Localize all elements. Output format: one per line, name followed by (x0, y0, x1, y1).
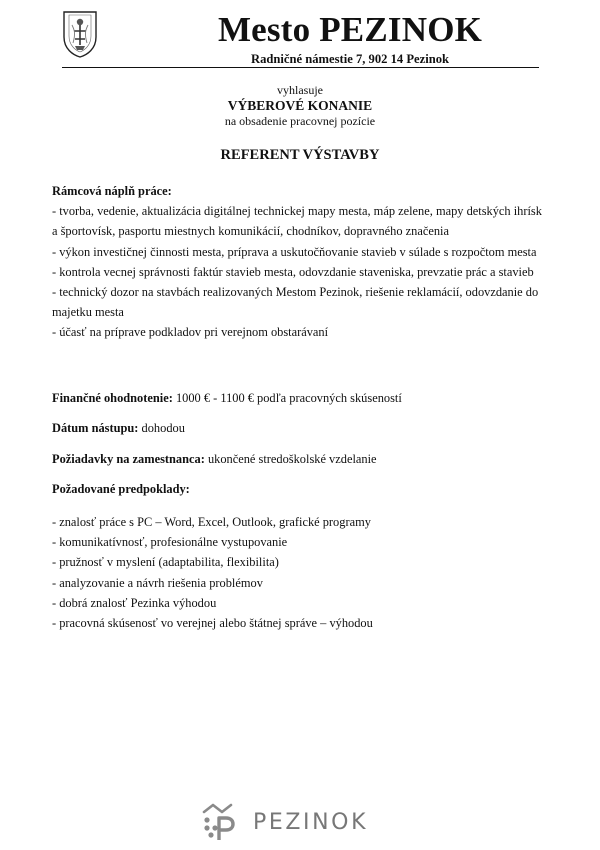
prerequisites-heading: Požadované predpoklady: (52, 482, 190, 496)
list-item: - znalosť práce s PC – Word, Excel, Outlook, grafické programy (52, 515, 371, 529)
requirement-field (52, 450, 542, 468)
list-item: - analyzovanie a návrh riešenia problémov (52, 575, 263, 590)
start-date-value: dohodou (141, 421, 185, 435)
announces-text: vyhlasuje (277, 83, 323, 97)
list-item: - tvorba, vedenie, aktualizácia digitálnej technickej mapy mesta, máp zelene, mapy detských ihrísk a športovísk, pasportu miestnych komunikácií, chodníkov, dopravného značenia (52, 204, 542, 239)
requirement-value: ukončené stredoškolské vzdelanie (207, 452, 377, 466)
city-crest-icon (61, 9, 99, 59)
list-item: - výkon investičnej činnosti mesta, príprava a uskutočňovanie stavieb v súlade s rozpočtom mesta (52, 244, 537, 259)
list-item: - pružnosť v myslení (adaptabilita, flexibilita) (52, 555, 279, 570)
announcement-kind: VÝBEROVÉ KONANIE (227, 98, 373, 113)
pezinok-logo-icon (198, 803, 238, 843)
start-date-label: Dátum nástupu: (52, 421, 139, 435)
list-item: - kontrola vecnej správnosti faktúr stavieb mesta, odovzdanie staveniska, prevzatie prác a stavieb (52, 264, 534, 279)
requirement-label: Požiadavky na zamestnanca: (52, 452, 205, 466)
start-date-field (52, 419, 542, 437)
footer-logo (198, 803, 398, 843)
list-item: - pracovná skúsenosť vo verejnej alebo štátnej správe – výhodou (52, 616, 373, 631)
list-item: - účasť na príprave podkladov pri verejnom obstarávaní (52, 325, 329, 340)
salary-value: 1000 € - 1100 € podľa pracovných skúseností (175, 391, 402, 405)
announcement-purpose: na obsadenie pracovnej pozície (224, 114, 376, 128)
list-item: - komunikatívnosť, profesionálne vystupovanie (52, 535, 288, 550)
list-item: - technický dozor na stavbách realizovaných Mestom Pezinok, riešenie reklamácií, odovzdanie do majetku mesta (52, 285, 539, 320)
city-address: Radničné námestie 7, 902 14 Pezinok (251, 52, 449, 66)
salary-field (52, 389, 542, 407)
position-title: REFERENT VÝSTAVBY (220, 147, 380, 163)
duties-heading: Rámcová náplň práce: (52, 184, 172, 198)
header-divider (62, 67, 539, 68)
prerequisites-list (52, 512, 542, 633)
city-title: Mesto PEZINOK (217, 10, 483, 49)
duties-section (52, 181, 542, 343)
list-item: - dobrá znalosť Pezinka výhodou (52, 595, 217, 610)
salary-label: Finančné ohodnotenie: (52, 391, 173, 405)
footer-logo-text: PEZINOK (253, 810, 369, 835)
